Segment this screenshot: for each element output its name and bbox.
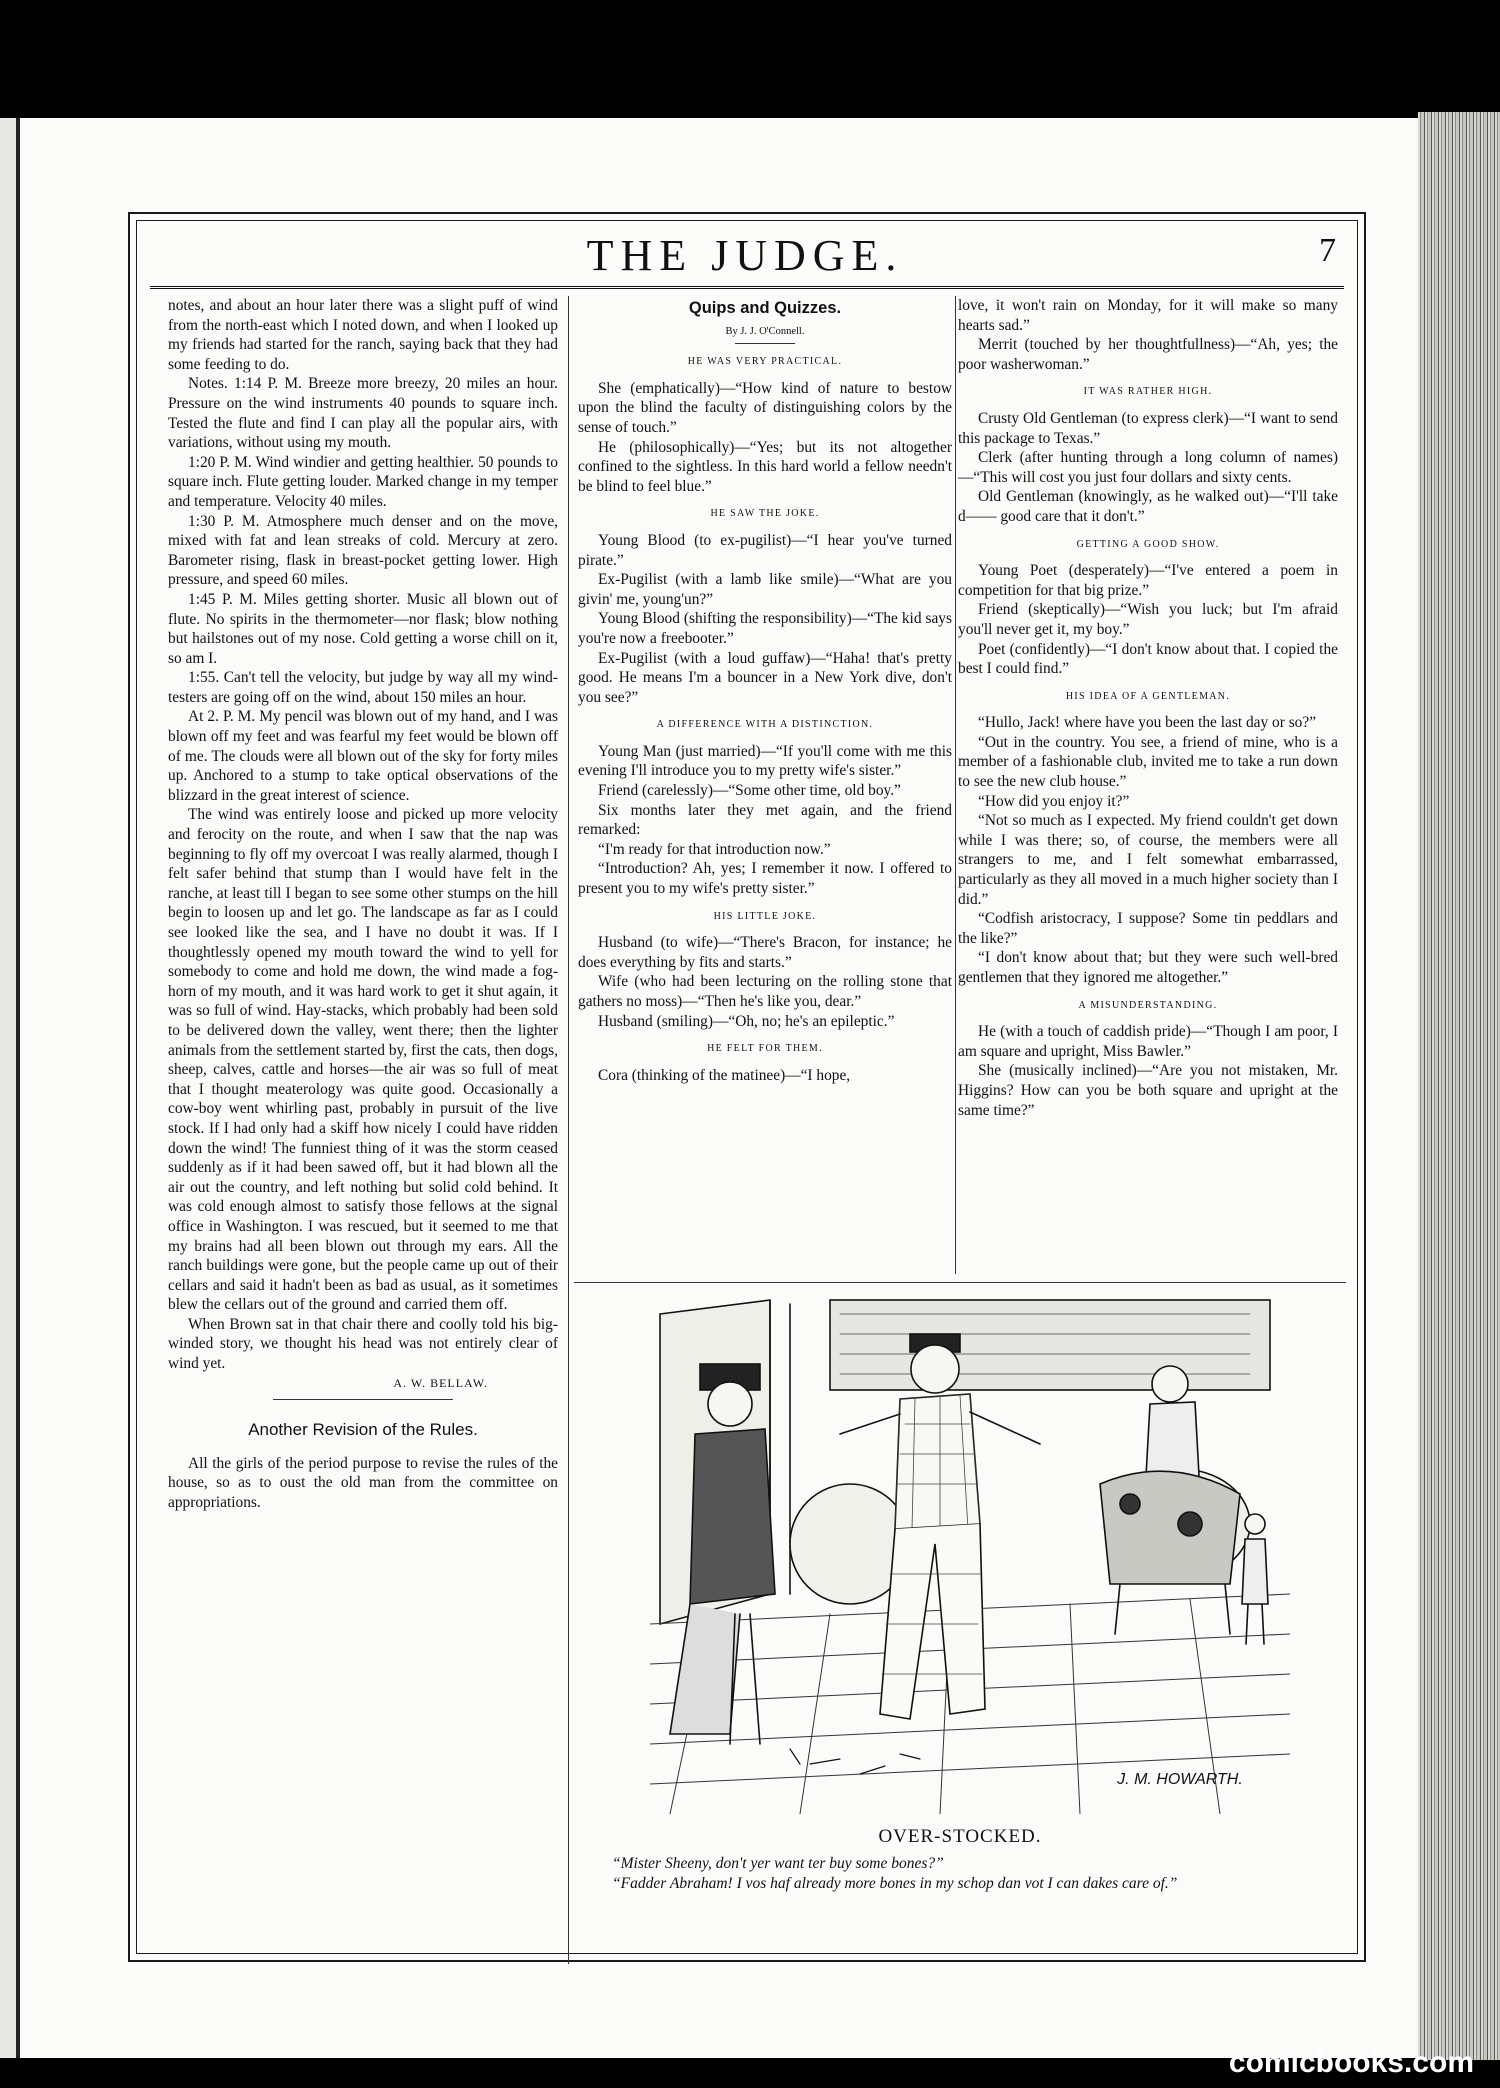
column-title: Quips and Quizzes. [688,299,842,317]
book-page-edges [1418,112,1500,2060]
watermark: comicbooks.com [1228,2046,1474,2079]
right-column [958,296,1338,1120]
dialogue-line: “I'm ready for that introduction now.” [598,840,831,858]
masthead-title: THE JUDGE. [586,231,904,280]
cartoon-title: OVER-STOCKED. [878,1826,1042,1847]
article-paragraph: All the girls of the period purpose to revise the rules of the house, so as to oust the old man from the committee on appropriations. [168,1454,558,1512]
article-paragraph: 1:45 P. M. Miles getting shorter. Music all blown out of flute. No spirits in the thermometer—nor flask; blow nothing but hailstones out of my nose. Cold getting a worse chill on it, so am I. [168,590,558,667]
article-paragraph: Notes. 1:14 P. M. Breeze more breezy, 20 miles an hour. Pressure on the wind instruments 40 pounds to square inch. Tested the flute and find I can play all the popular airs, with variations, without using my mouth. [168,375,558,452]
section-head: GETTING A GOOD SHOW. [1076,538,1220,550]
dialogue-line: He (with a touch of caddish pride)—“Though I am poor, I am square and upright, Miss Bawler.” [958,1023,1338,1060]
dialogue-line: “Not so much as I expected. My friend couldn't get down while I was there; so, of course, the members were all strangers to me, and I felt somewhat embarrassed, particularly as they all moved in a much higher society than I did.” [958,812,1338,908]
back-wall [830,1300,1270,1390]
dialogue-line: “Hullo, Jack! where have you been the last day or so?” [978,714,1317,732]
cartoon-caption [594,1854,1346,1894]
dialogue-line: Poet (confidently)—“I don't know about that. I copied the best I could find.” [958,640,1338,678]
masthead [150,228,1340,288]
dialogue-line: Wife (who had been lecturing on the rolling stone that gathers no moss)—“Then he's like you, dear.” [578,973,952,1010]
byline: By J. J. O'Connell. [725,325,805,337]
page-number: 7 [1319,232,1336,269]
dialogue-line: Crusty Old Gentleman (to express clerk)—“I want to send this package to Texas.” [958,409,1338,447]
dialogue-line: She (emphatically)—“How kind of nature to bestow upon the blind the faculty of distinguishing colors by the sense of touch.” [578,379,952,436]
section-head: HE SAW THE JOKE. [710,508,820,520]
dialogue-line: Friend (carelessly)—“Some other time, old boy.” [598,782,901,800]
title-rule [735,343,795,344]
dialogue-line: Young Blood (to ex-pugilist)—“I hear you've turned pirate.” [578,531,952,569]
dialogue-line: Friend (skeptically)—“Wish you luck; but I'm afraid you'll never get it, my boy.” [958,601,1338,638]
scan-edge-left [0,118,20,2058]
dialogue-line: “How did you enjoy it?” [978,792,1130,810]
article-paragraph: notes, and about an hour later there was a slight puff of wind from the north-east which I noted down, and when I looked up my friends had started for the ranch, saying back that they had some feeding to do. [168,297,558,373]
article-paragraph: 1:55. Can't tell the velocity, but judge by way all my wind-testers are going off on the wind, about 150 miles an hour. [168,669,558,706]
dialogue-line: Husband (smiling)—“Oh, no; he's an epileptic.” [598,1012,895,1030]
column-divider-left [568,296,569,1964]
section-head: A MISUNDERSTANDING. [1078,999,1218,1011]
dialogue-line: Clerk (after hunting through a long column of names)—“This will cost you just four dollars and sixty cents. [958,449,1338,486]
cartoon-top-rule [574,1282,1346,1283]
article-title: Another Revision of the Rules. [248,1420,478,1440]
dialogue-line: “Out in the country. You see, a friend of mine, who is a member of a fashionable club, invited me to take a run down to see the new club house.” [958,733,1338,791]
dialogue-line: She (musically inclined)—“Are you not mistaken, Mr. Higgins? How can you be both square and upright at the same time?” [958,1062,1338,1119]
section-head: HE WAS VERY PRACTICAL. [687,356,843,368]
caption-line: “Mister Sheeny, don't yer want ter buy some bones?” [612,1855,944,1872]
section-head: A DIFFERENCE WITH A DISTINCTION. [656,719,874,731]
left-column [168,296,558,1513]
dialogue-line: Old Gentleman (knowingly, as he walked out)—“I'll take d—— good care that it don't.” [958,488,1338,525]
dialogue-line: “Introduction? Ah, yes; I remember it now. I offered to present you to my wife's pretty sister.” [578,860,952,898]
cartoon-illustration [650,1294,1290,1814]
dialogue-line: “I don't know about that; but they were such well-bred gentlemen that they ignored me altogether.” [958,949,1338,986]
middle-column [578,296,952,1085]
section-rule [273,1399,453,1400]
caption-line: “Fadder Abraham! I vos haf already more bones in my schop dan vot I can dakes care of.” [612,1875,1178,1892]
article-paragraph: 1:20 P. M. Wind windier and getting healthier. 50 pounds to square inch. Flute getting louder. Marked change in my temper and temperature. Velocity 40 miles. [168,453,558,510]
dialogue-line: Ex-Pugilist (with a loud guffaw)—“Haha! that's pretty good. He means I'm a bouncer in a New York dive, don't you see?” [578,649,952,706]
article-paragraph: The wind was entirely loose and picked up more velocity and ferocity on the route, and when I saw that the nap was beginning to fly off my overcoat I was really alarmed, though I felt safer behind that stump than I would have felt in the ranche, at least till I began to see some other stumps on the hill begin to loosen up and let go. The landscape as far as I could see looked like the sea, and I have no doubt it was. If I thoughtlessly opened my mouth toward the wind to yell for somebody to come and hold me down, the wind made a fog-horn of my mouth, and it was hard work to get it shut again, it was so full of wind. Hay-stacks, which probably had been sold to be delivered down the valley, went there; then the lighter animals from the settlement started by, first the cats, then dogs, sheep, calves, cattle and horses—the air was so full of meat that I thought meaterology was quite good. Occasionally a cow-boy went whirling past, probably in pursuit of the live stock. If I had only had a skiff how nicely I could have ridden down the wind! The funniest thing of it was the storm ceased suddenly as if it had been sawed off, but it had blown all the air out the country, and left nothing but solid cold behind. It was cold enough almost to satisfy those fellows at the signal office in Washington. I was rescued, but it seemed to me that my brains had all been blown out through my ears. All the ranch buildings were gone, but the people came up out of their cellars and said it hadn't been as bad as usual, as it sometimes blew the cellars out of the ground and carried them off. [168,806,558,1314]
dialogue-line: Merrit (touched by her thoughtfullness)—“Ah, yes; the poor washerwoman.” [958,336,1338,373]
section-head: HIS IDEA OF A GENTLEMAN. [1065,690,1231,702]
article-paragraph: 1:30 P. M. Atmosphere much denser and on the move, mixed with fat and lean streaks of cold. Mercury at zero. Barometer rising, flask in breast-pocket getting lower. High pressure, and speed 60 miles. [168,512,558,589]
dialogue-line: Six months later they met again, and the friend remarked: [578,801,952,839]
dialogue-line: Husband (to wife)—“There's Bracon, for instance; he does everything by fits and starts.” [578,934,952,971]
section-head: IT WAS RATHER HIGH. [1083,386,1213,398]
dialogue-line: Cora (thinking of the matinee)—“I hope, [598,1066,851,1084]
dialogue-line: Ex-Pugilist (with a lamb like smile)—“What are you givin' me, young'un?” [578,571,952,608]
artist-signature: J. M. HOWARTH. [1117,1771,1243,1788]
masthead-rule [150,286,1344,290]
dialogue-line: love, it won't rain on Monday, for it will make so many hearts sad.” [958,297,1338,334]
section-head: HE FELT FOR THEM. [707,1043,823,1055]
dialogue-line: “Codfish aristocracy, I suppose? Some tin peddlars and the like?” [958,910,1338,947]
author-signature: A. W. BELLAW. [393,1375,488,1390]
dialogue-line: He (philosophically)—“Yes; but its not altogether confined to the sightless. In this hard world a fellow needn't be blind to feel blue.” [578,438,952,495]
section-head: HIS LITTLE JOKE. [713,910,817,922]
article-paragraph: At 2. P. M. My pencil was blown out of my hand, and I was blown off my feet and was fearful my feet would be blown off of me. The clouds were all blown out of the sky for forty miles up. Anchored to a stump to take optical observations of the blizzard in the great interest of science. [168,708,558,804]
dialogue-line: Young Poet (desperately)—“I've entered a poem in competition for that big prize.” [958,562,1338,599]
dialogue-line: Young Blood (shifting the responsibility)—“The kid says you're now a freebooter.” [578,610,952,647]
dialogue-line: Young Man (just married)—“If you'll come with me this evening I'll introduce you to my pretty wife's sister.” [578,742,952,780]
article-paragraph: When Brown sat in that chair there and coolly told his big-winded story, we thought his head was not entirely clear of wind yet. [168,1315,558,1373]
column-divider-right [955,296,956,1274]
